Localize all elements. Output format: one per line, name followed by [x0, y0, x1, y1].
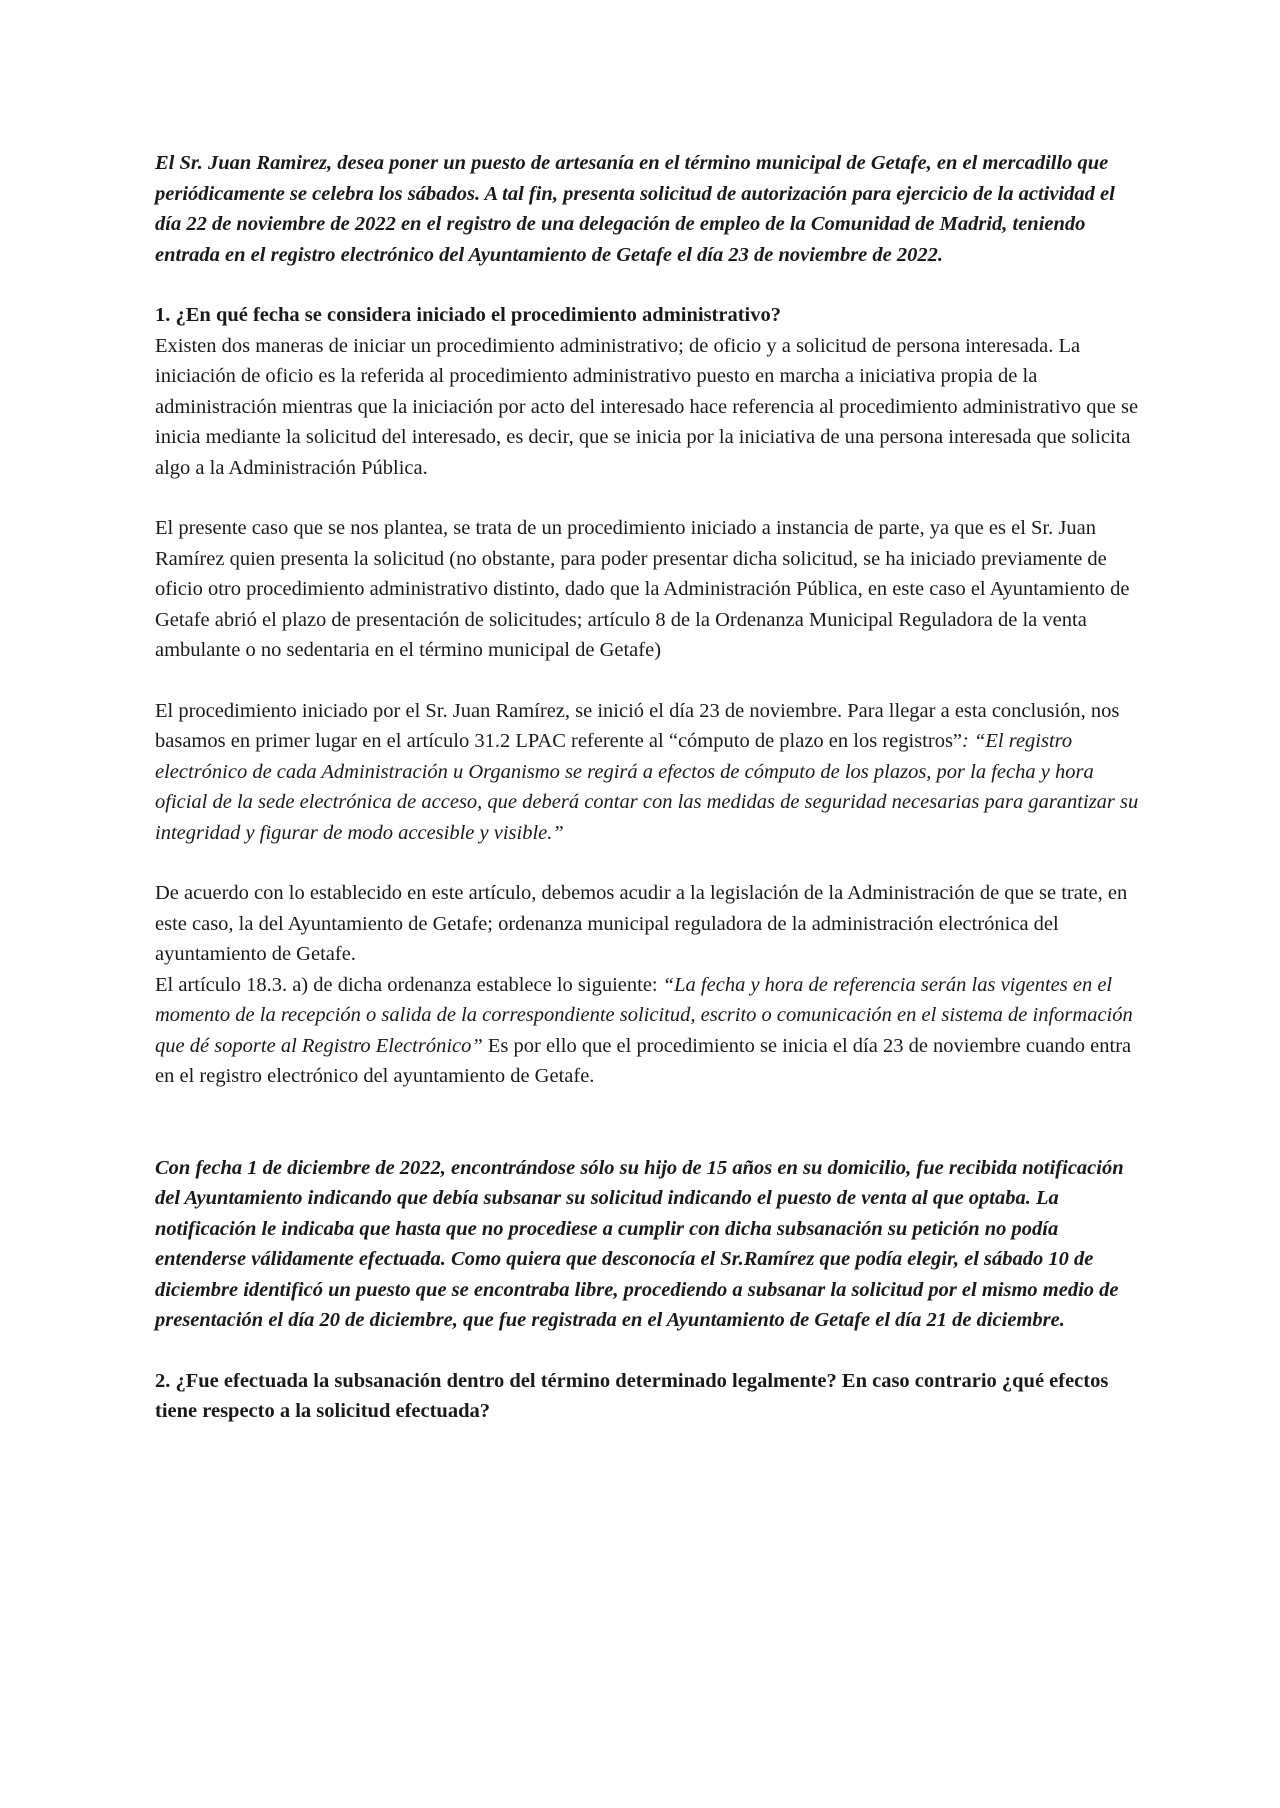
answer-1-paragraph-3	[155, 696, 1140, 849]
answer-1-paragraph-5-text: El artículo 18.3. a) de dicha ordenanza establece lo siguiente:	[155, 973, 663, 996]
spacer	[155, 270, 1140, 300]
answer-1-paragraph-1: Existen dos maneras de iniciar un procedimiento administrativo; de oficio y a solicitud de persona interesada. La iniciación de oficio es la referida al procedimiento administrativo puesto en marcha a iniciativa propia de la administración mientras que la iniciación por acto del interesado hace referencia al procedimiento administrativo que se inicia mediante la solicitud del interesado, es decir, que se inicia por la iniciativa de una persona interesada que solicita algo a la Administración Pública.	[155, 334, 1139, 479]
spacer	[155, 483, 1140, 513]
answer-1-paragraph-5	[155, 970, 1140, 1092]
answer-1-paragraph-3-text: El procedimiento iniciado por el Sr. Juan Ramírez, se inició el día 23 de noviembre. Para llegar a esta conclusión, nos basamos en primer lugar en el artículo 31.2 LPAC referente al “cómputo de plazo en los registros”	[155, 699, 1120, 752]
document-page	[155, 148, 1140, 1427]
spacer	[155, 1336, 1140, 1366]
spacer	[155, 1092, 1140, 1153]
answer-1-legal-quote-lpac: : “El registro electrónico de cada Administración u Organismo se regirá a efectos de cómputo de los plazos, por la fecha y hora oficial de la sede electrónica de acceso, que deberá contar con las medidas de seguridad necesarias para garantizar su integridad y figurar de modo accesible y visible.”	[155, 730, 1139, 844]
case-statement-1: El Sr. Juan Ramirez, desea poner un puesto de artesanía en el término municipal de Getafe, en el mercadillo que periódicamente se celebra los sábados. A tal fin, presenta solicitud de autorización para ejercicio de la actividad el día 22 de noviembre de 2022 en el registro de una delegación de empleo de la Comunidad de Madrid, teniendo entrada en el registro electrónico del Ayuntamiento de Getafe el día 23 de noviembre de 2022.	[155, 152, 1115, 266]
case-statement-2: Con fecha 1 de diciembre de 2022, encontrándose sólo su hijo de 15 años en su domicilio, fue recibida notificación del Ayuntamiento indicando que debía subsanar su solicitud indicando el puesto de venta al que optaba. La notificación le indicaba que hasta que no procediese a cumplir con dicha subsanación su petición no podía entenderse válidamente efectuada. Como quiera que desconocía el Sr.Ramírez que podía elegir, el sábado 10 de diciembre identificó un puesto que se encontraba libre, procediendo a subsanar la solicitud por el mismo medio de presentación el día 20 de diciembre, que fue registrada en el Ayuntamiento de Getafe el día 21 de diciembre.	[155, 1156, 1124, 1331]
answer-1-legal-quote-ordenanza: “La fecha y hora de referencia serán las vigentes en el momento de la recepción o salida de la correspondiente solicitud, escrito o comunicación en el sistema de información que dé soporte al Registro Electrónico”	[155, 973, 1133, 1057]
spacer	[155, 666, 1140, 696]
spacer	[155, 848, 1140, 878]
question-2: 2. ¿Fue efectuada la subsanación dentro del término determinado legalmente? En caso contrario ¿qué efectos tiene respecto a la solicitud efectuada?	[155, 1369, 1109, 1422]
question-1: 1. ¿En qué fecha se considera iniciado el procedimiento administrativo?	[155, 304, 782, 326]
answer-1-paragraph-5-tail: Es por ello que el procedimiento se inicia el día 23 de noviembre cuando entra en el registro electrónico del ayuntamiento de Getafe.	[155, 1034, 1132, 1087]
answer-1-paragraph-4: De acuerdo con lo establecido en este artículo, debemos acudir a la legislación de la Administración de que se trate, en este caso, la del Ayuntamiento de Getafe; ordenanza municipal reguladora de la administración electrónica del ayuntamiento de Getafe.	[155, 882, 1128, 965]
answer-1-paragraph-2: El presente caso que se nos plantea, se trata de un procedimiento iniciado a instancia de parte, ya que es el Sr. Juan Ramírez quien presenta la solicitud (no obstante, para poder presentar dicha solicitud, se ha iniciado previamente de oficio otro procedimiento administrativo distinto, dado que la Administración Pública, en este caso el Ayuntamiento de Getafe abrió el plazo de presentación de solicitudes; artículo 8 de la Ordenanza Municipal Reguladora de la venta ambulante o no sedentaria en el término municipal de Getafe)	[155, 517, 1130, 661]
